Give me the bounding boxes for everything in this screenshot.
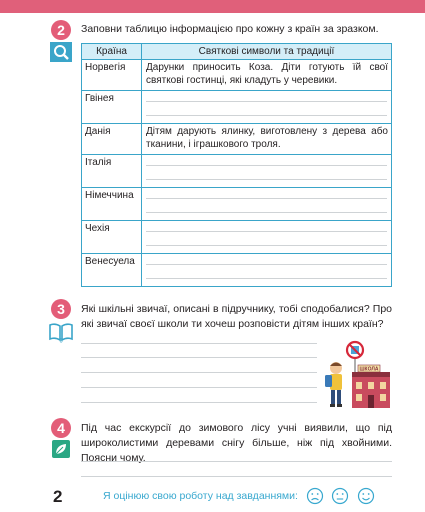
countries-table (81, 43, 392, 287)
answer-cell[interactable] (142, 254, 392, 287)
answer-cell[interactable] (142, 91, 392, 124)
page-number: 2 (53, 487, 63, 506)
country-name: Італія (82, 155, 142, 188)
writing-line (146, 115, 387, 116)
column-header-country: Країна (82, 44, 142, 60)
task-2-instruction: Заповни таблицю інформацією про кожну з країн за зразком. (81, 23, 379, 35)
country-name: Чехія (82, 221, 142, 254)
answer-cell[interactable] (142, 124, 392, 155)
country-name: Норвегія (82, 60, 142, 91)
writing-line (146, 231, 387, 232)
writing-line (146, 179, 387, 180)
book-icon-label: 6 (59, 338, 63, 343)
writing-line (146, 165, 387, 166)
table-row (82, 60, 392, 91)
table-row (82, 155, 392, 188)
task-3-question: Які шкільні звичаї, описані в підручнику, тобі сподобалися? Про які звичаї своєї школи ти хочеш розповісти дітям інших країн? (81, 303, 392, 330)
happy-face-icon[interactable] (357, 487, 375, 505)
task-number-2: 2 (51, 20, 71, 40)
answer-cell[interactable] (142, 221, 392, 254)
writing-line (146, 264, 387, 265)
writing-line (146, 245, 387, 246)
writing-line[interactable] (81, 343, 317, 344)
leaf-icon (52, 440, 70, 458)
answer-text: Дарунки приносить Коза. Діти готують їй свої святкові гостинці, які кладуть у черевики. (146, 62, 388, 86)
neutral-face-icon[interactable] (331, 487, 349, 505)
table-row (82, 124, 392, 155)
schoolboy-at-school-illustration (322, 338, 394, 410)
writing-line[interactable] (81, 461, 392, 462)
country-name: Венесуела (82, 254, 142, 287)
task-number-3: 3 (51, 299, 71, 319)
top-band (0, 0, 425, 13)
writing-line[interactable] (81, 372, 317, 373)
writing-line[interactable] (81, 476, 392, 477)
country-name: Гвінея (82, 91, 142, 124)
task-4-question: Під час екскурсії до зимового лісу учні виявили, що під широколистими деревами снігу більше, ніж під хвойними. Поясни чому. (81, 422, 392, 464)
answer-cell[interactable] (142, 188, 392, 221)
writing-line (146, 101, 387, 102)
writing-line[interactable] (81, 387, 317, 388)
writing-line (146, 212, 387, 213)
table-row (82, 188, 392, 221)
table-row (82, 221, 392, 254)
school-sign: ШКОЛА (359, 366, 379, 373)
task-number-4: 4 (51, 418, 71, 438)
answer-cell[interactable] (142, 60, 392, 91)
table-row (82, 254, 392, 287)
writing-line (146, 278, 387, 279)
self-assessment-text: Я оцінюю свою роботу над завданнями: (103, 490, 298, 502)
country-name: Данія (82, 124, 142, 155)
table-row (82, 91, 392, 124)
writing-line[interactable] (81, 357, 317, 358)
answer-cell[interactable] (142, 155, 392, 188)
book-icon (48, 321, 74, 343)
answer-text: Дітям дарують ялинку, виготовлену з дерева або тканини, і іграшкового троля. (146, 126, 388, 150)
country-name: Німеччина (82, 188, 142, 221)
writing-line[interactable] (81, 402, 317, 403)
table-header-row (82, 44, 392, 60)
sad-face-icon[interactable] (306, 487, 324, 505)
column-header-traditions: Святкові символи та традиції (142, 44, 392, 60)
writing-line (146, 198, 387, 199)
magnifier-icon (50, 42, 72, 62)
